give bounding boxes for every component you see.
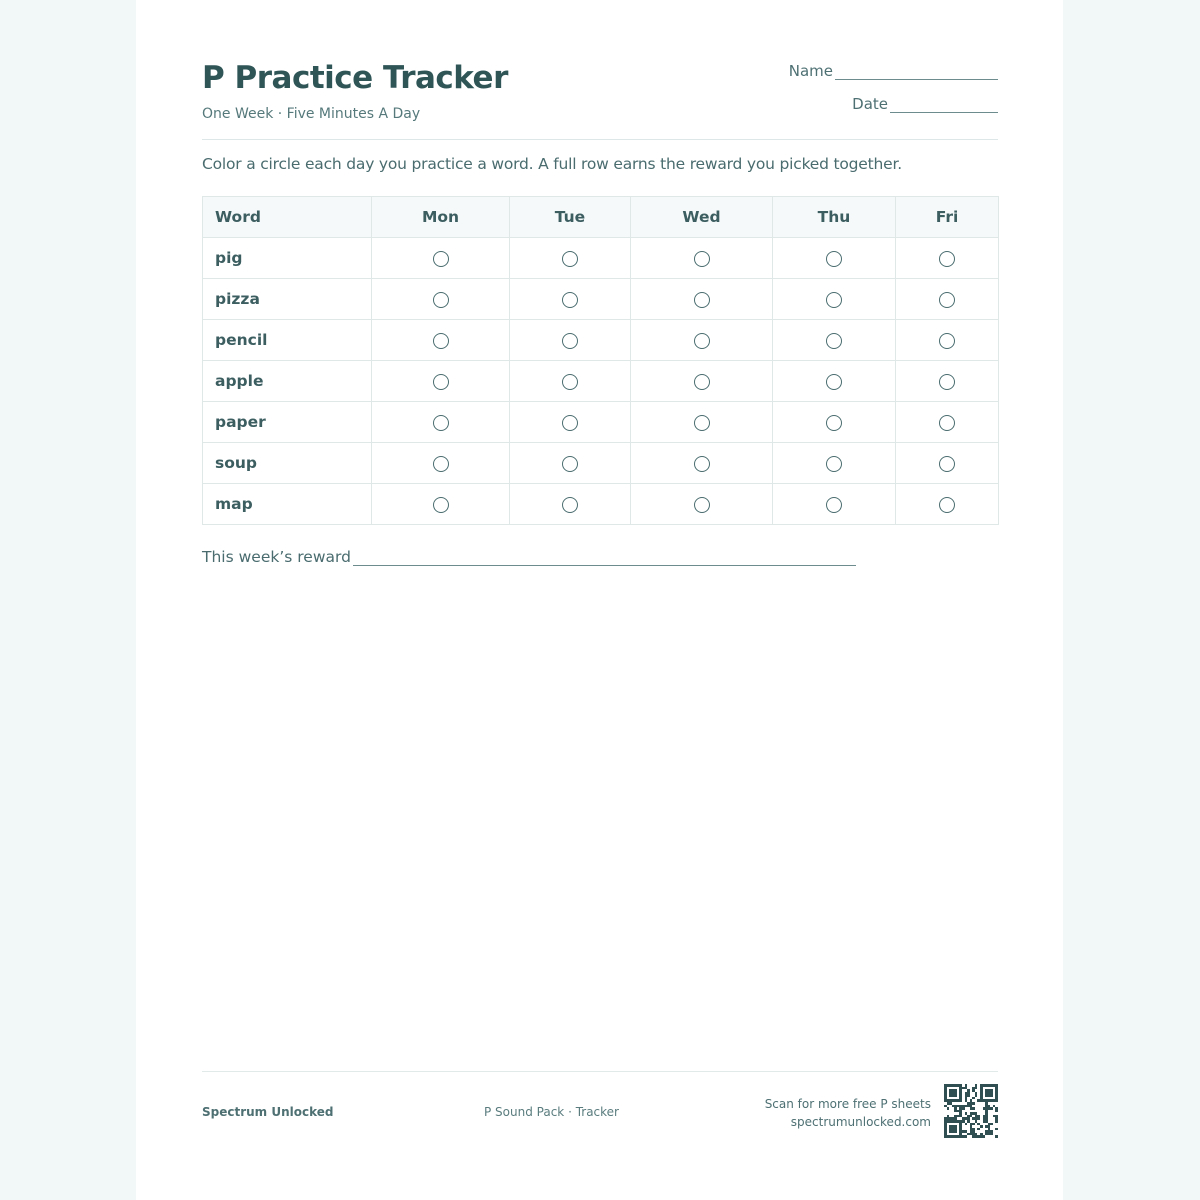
reward-label: This week’s reward bbox=[202, 548, 351, 566]
date-line[interactable] bbox=[890, 96, 998, 113]
instructions-text: Color a circle each day you practice a word. A full row earns the reward you picked together. bbox=[202, 155, 902, 173]
empty-circle-icon[interactable] bbox=[826, 333, 842, 349]
empty-circle-icon[interactable] bbox=[694, 251, 710, 267]
header-divider bbox=[202, 139, 998, 140]
day-cell[interactable] bbox=[631, 443, 773, 484]
empty-circle-icon[interactable] bbox=[694, 497, 710, 513]
column-header-fri: Fri bbox=[896, 197, 999, 238]
scan-text: Scan for more free P sheets bbox=[764, 1097, 931, 1111]
day-cell[interactable] bbox=[773, 443, 896, 484]
page-title: P Practice Tracker bbox=[202, 60, 508, 96]
empty-circle-icon[interactable] bbox=[826, 292, 842, 308]
day-cell[interactable] bbox=[631, 361, 773, 402]
empty-circle-icon[interactable] bbox=[562, 333, 578, 349]
word-cell: apple bbox=[203, 361, 372, 402]
empty-circle-icon[interactable] bbox=[826, 251, 842, 267]
empty-circle-icon[interactable] bbox=[694, 415, 710, 431]
day-cell[interactable] bbox=[631, 320, 773, 361]
day-cell[interactable] bbox=[773, 320, 896, 361]
empty-circle-icon[interactable] bbox=[433, 292, 449, 308]
day-cell[interactable] bbox=[372, 361, 510, 402]
day-cell[interactable] bbox=[773, 402, 896, 443]
word-cell: map bbox=[203, 484, 372, 525]
day-cell[interactable] bbox=[510, 320, 631, 361]
day-cell[interactable] bbox=[510, 238, 631, 279]
day-cell[interactable] bbox=[631, 484, 773, 525]
empty-circle-icon[interactable] bbox=[562, 497, 578, 513]
day-cell[interactable] bbox=[773, 279, 896, 320]
empty-circle-icon[interactable] bbox=[433, 415, 449, 431]
day-cell[interactable] bbox=[631, 402, 773, 443]
day-cell[interactable] bbox=[510, 361, 631, 402]
word-cell: pizza bbox=[203, 279, 372, 320]
day-cell[interactable] bbox=[773, 484, 896, 525]
empty-circle-icon[interactable] bbox=[694, 292, 710, 308]
empty-circle-icon[interactable] bbox=[562, 292, 578, 308]
reward-field[interactable] bbox=[202, 548, 856, 566]
empty-circle-icon[interactable] bbox=[562, 415, 578, 431]
day-cell[interactable] bbox=[372, 402, 510, 443]
table-row bbox=[203, 443, 999, 484]
empty-circle-icon[interactable] bbox=[562, 374, 578, 390]
empty-circle-icon[interactable] bbox=[939, 333, 955, 349]
day-cell[interactable] bbox=[510, 443, 631, 484]
tracker-body bbox=[203, 238, 999, 525]
day-cell[interactable] bbox=[896, 361, 999, 402]
empty-circle-icon[interactable] bbox=[939, 415, 955, 431]
empty-circle-icon[interactable] bbox=[826, 415, 842, 431]
day-cell[interactable] bbox=[372, 279, 510, 320]
day-cell[interactable] bbox=[896, 443, 999, 484]
word-cell: paper bbox=[203, 402, 372, 443]
empty-circle-icon[interactable] bbox=[694, 456, 710, 472]
day-cell[interactable] bbox=[896, 402, 999, 443]
pack-label: P Sound Pack · Tracker bbox=[484, 1105, 619, 1119]
column-header-word: Word bbox=[203, 197, 372, 238]
name-line[interactable] bbox=[835, 63, 998, 80]
column-header-tue: Tue bbox=[510, 197, 631, 238]
day-cell[interactable] bbox=[896, 484, 999, 525]
table-row bbox=[203, 320, 999, 361]
day-cell[interactable] bbox=[896, 238, 999, 279]
empty-circle-icon[interactable] bbox=[433, 333, 449, 349]
day-cell[interactable] bbox=[773, 238, 896, 279]
table-row bbox=[203, 484, 999, 525]
empty-circle-icon[interactable] bbox=[939, 456, 955, 472]
table-row bbox=[203, 402, 999, 443]
day-cell[interactable] bbox=[372, 443, 510, 484]
day-cell[interactable] bbox=[631, 279, 773, 320]
word-cell: soup bbox=[203, 443, 372, 484]
empty-circle-icon[interactable] bbox=[433, 374, 449, 390]
empty-circle-icon[interactable] bbox=[433, 251, 449, 267]
empty-circle-icon[interactable] bbox=[433, 497, 449, 513]
footer-divider bbox=[202, 1071, 998, 1072]
reward-line[interactable] bbox=[353, 548, 856, 566]
day-cell[interactable] bbox=[372, 484, 510, 525]
page-subtitle: One Week · Five Minutes A Day bbox=[202, 106, 421, 122]
day-cell[interactable] bbox=[631, 238, 773, 279]
day-cell[interactable] bbox=[372, 238, 510, 279]
empty-circle-icon[interactable] bbox=[694, 333, 710, 349]
word-cell: pencil bbox=[203, 320, 372, 361]
day-cell[interactable] bbox=[372, 320, 510, 361]
empty-circle-icon[interactable] bbox=[939, 292, 955, 308]
date-field[interactable] bbox=[852, 95, 998, 113]
worksheet-content bbox=[202, 0, 998, 1200]
brand-name: Spectrum Unlocked bbox=[202, 1105, 334, 1119]
empty-circle-icon[interactable] bbox=[826, 456, 842, 472]
date-label: Date bbox=[852, 95, 888, 113]
empty-circle-icon[interactable] bbox=[939, 497, 955, 513]
empty-circle-icon[interactable] bbox=[562, 456, 578, 472]
scan-info bbox=[765, 1095, 931, 1131]
day-cell[interactable] bbox=[510, 484, 631, 525]
tracker-table bbox=[202, 196, 999, 525]
empty-circle-icon[interactable] bbox=[939, 251, 955, 267]
qr-code-icon[interactable] bbox=[944, 1084, 998, 1138]
worksheet-page bbox=[136, 0, 1063, 1200]
empty-circle-icon[interactable] bbox=[562, 251, 578, 267]
empty-circle-icon[interactable] bbox=[826, 374, 842, 390]
day-cell[interactable] bbox=[773, 361, 896, 402]
day-cell[interactable] bbox=[510, 402, 631, 443]
table-row bbox=[203, 361, 999, 402]
website-url: spectrumunlocked.com bbox=[790, 1115, 931, 1129]
column-header-mon: Mon bbox=[372, 197, 510, 238]
day-cell[interactable] bbox=[896, 279, 999, 320]
empty-circle-icon[interactable] bbox=[694, 374, 710, 390]
name-label: Name bbox=[788, 62, 833, 80]
name-field[interactable] bbox=[789, 62, 998, 80]
table-header-row bbox=[203, 197, 999, 238]
empty-circle-icon[interactable] bbox=[433, 456, 449, 472]
column-header-thu: Thu bbox=[773, 197, 896, 238]
empty-circle-icon[interactable] bbox=[939, 374, 955, 390]
empty-circle-icon[interactable] bbox=[826, 497, 842, 513]
column-header-wed: Wed bbox=[631, 197, 773, 238]
day-cell[interactable] bbox=[896, 320, 999, 361]
word-cell: pig bbox=[203, 238, 372, 279]
day-cell[interactable] bbox=[510, 279, 631, 320]
table-row bbox=[203, 238, 999, 279]
table-row bbox=[203, 279, 999, 320]
